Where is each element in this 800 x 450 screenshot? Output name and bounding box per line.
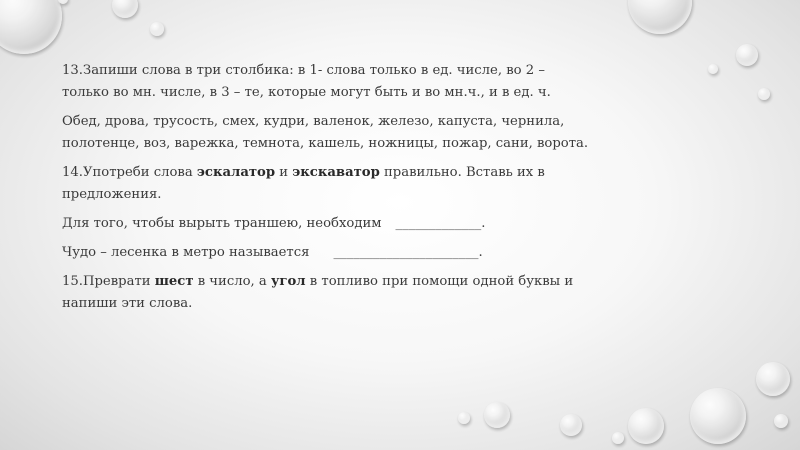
task-14-prefix: 14.Употреби слова [62,165,197,180]
word-list [62,111,622,155]
water-drop-decoration [0,0,62,54]
task-15-line-2: напиши эти слова. [62,296,193,311]
water-drop-decoration [150,22,164,36]
task-15-word-pole: шест [154,274,194,289]
water-drop-decoration [756,362,790,396]
task-15-middle: в число, а [193,274,271,289]
sentence-1 [62,213,622,235]
water-drop-decoration [708,64,718,74]
water-drop-decoration [628,408,664,444]
water-drop-decoration [612,432,624,444]
word-list-line-2: полотенце, воз, варежка, темнота, кашель, ножницы, пожар, сани, ворота. [62,136,589,151]
sentence-1-blank: _____________. [395,216,486,231]
task-14-suffix: правильно. Вставь их в [379,165,545,180]
water-drop-decoration [774,414,788,428]
task-14-word-excavator: экскаватор [292,165,380,180]
water-drop-decoration [628,0,692,34]
task-13 [62,60,622,104]
task-14-word-escalator: эскалатор [196,165,276,180]
slide-content [62,60,622,322]
sentence-2-text: Чудо – лесенка в метро называется [62,245,310,260]
task-15-suffix: в топливо при помощи одной буквы и [305,274,574,289]
task-14-conjunction: и [275,165,293,180]
task-14 [62,162,622,206]
task-15-word-corner: угол [270,274,306,289]
water-drop-decoration [484,402,510,428]
water-drop-decoration [758,88,770,100]
task-13-line-2: только во мн. числе, в 3 – те, которые могут быть и во мн.ч., и в ед. ч. [62,85,551,100]
water-drop-decoration [560,414,582,436]
task-15 [62,271,622,315]
sentence-2 [62,242,622,264]
water-drop-decoration [690,388,746,444]
word-list-line-1: Обед, дрова, трусость, смех, кудри, валенок, железо, капуста, чернила, [62,114,565,129]
water-drop-decoration [112,0,138,18]
water-drop-decoration [458,412,470,424]
task-14-line-2: предложения. [62,187,162,202]
task-15-prefix: 15.Преврати [62,274,155,289]
sentence-1-text: Для того, чтобы вырыть траншею, необходим [62,216,382,231]
sentence-2-blank: ______________________. [333,245,483,260]
task-13-line-1: 13.Запиши слова в три столбика: в 1- слова только в ед. числе, во 2 – [62,63,545,78]
water-drop-decoration [736,44,758,66]
